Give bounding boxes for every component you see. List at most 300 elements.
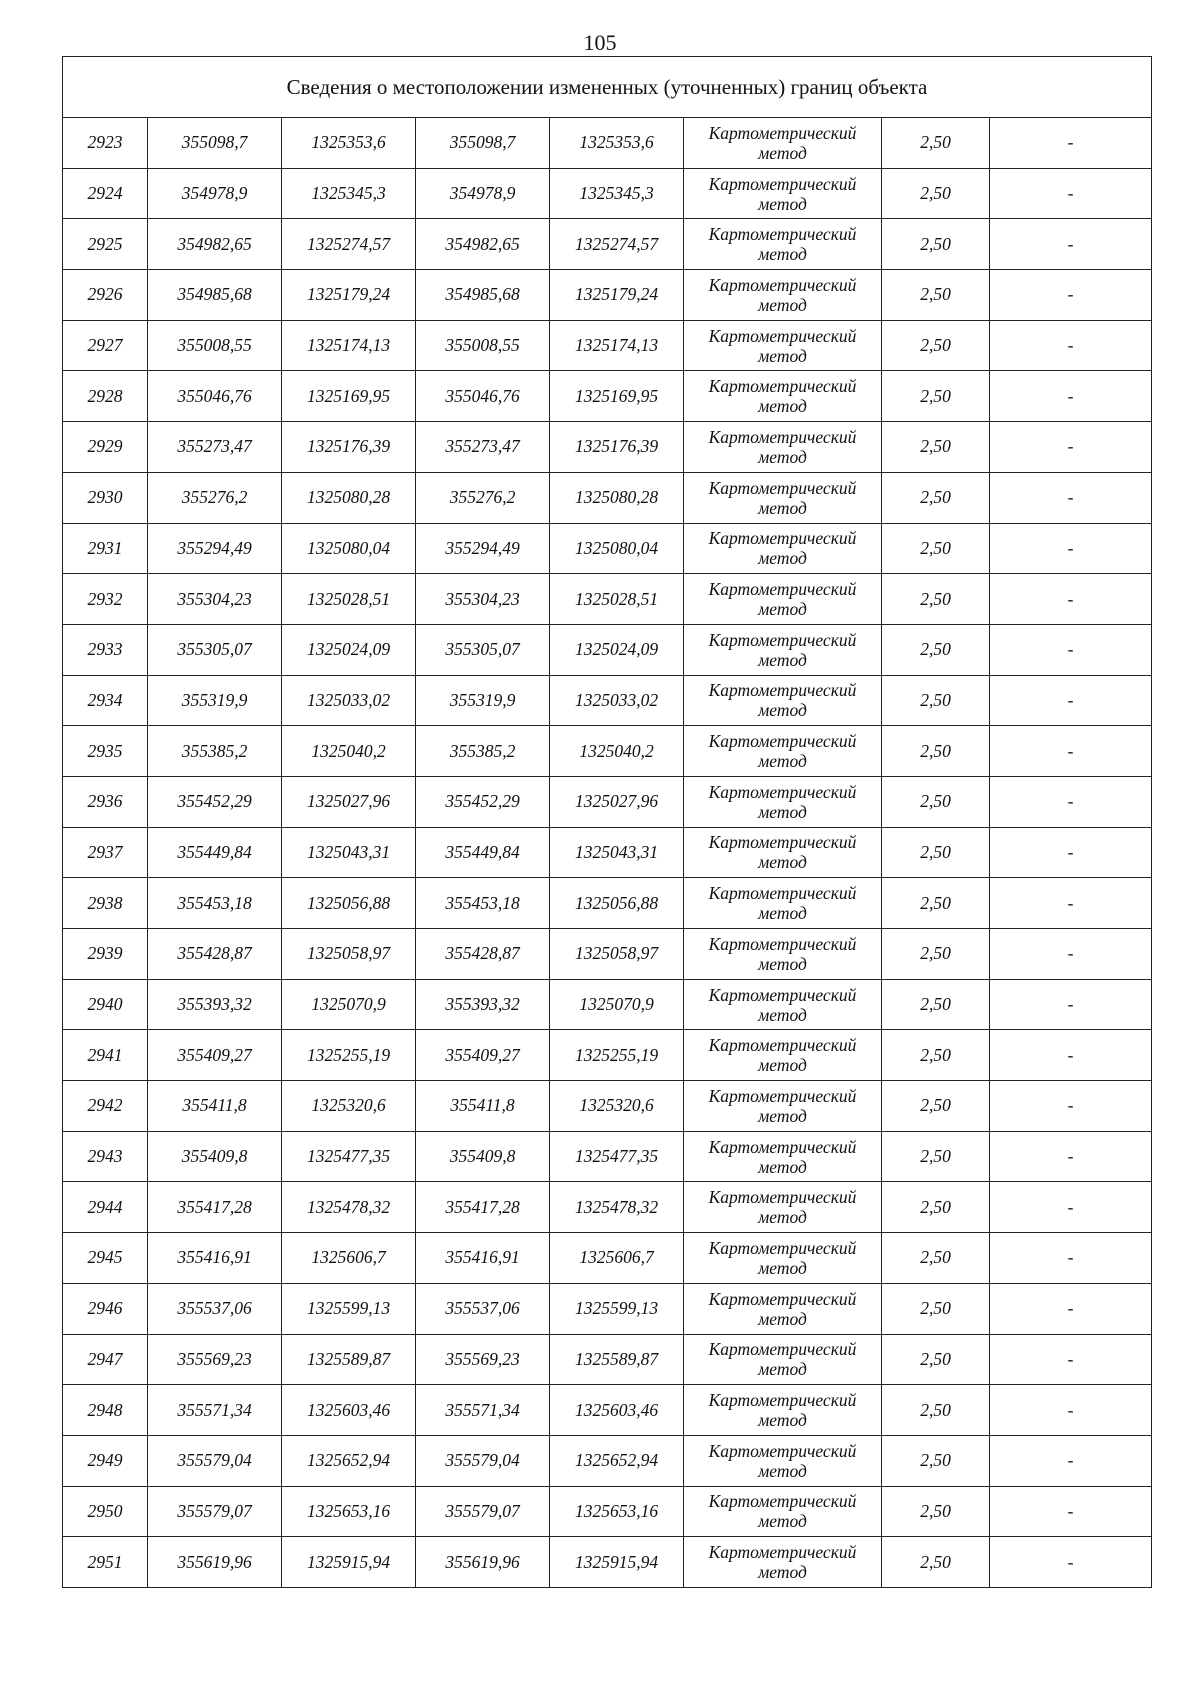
accuracy-cell: 2,50 <box>882 422 990 473</box>
method-line1: Картометрический <box>708 274 857 295</box>
accuracy-cell: 2,50 <box>882 574 990 625</box>
point-number-cell: 2941 <box>63 1030 148 1081</box>
method-line1: Картометрический <box>708 1339 857 1360</box>
existing-x-cell: 355411,8 <box>148 1081 282 1132</box>
refined-y-cell: 1325599,13 <box>550 1283 684 1334</box>
table-row <box>63 168 1152 219</box>
method-line2: метод <box>758 244 807 265</box>
refined-y-cell: 1325027,96 <box>550 776 684 827</box>
refined-x-cell: 355537,06 <box>416 1283 550 1334</box>
refined-y-cell: 1325174,13 <box>550 320 684 371</box>
description-cell: - <box>990 1334 1152 1385</box>
existing-y-cell: 1325353,6 <box>282 118 416 169</box>
description-cell: - <box>990 776 1152 827</box>
accuracy-cell: 2,50 <box>882 118 990 169</box>
description-cell: - <box>990 878 1152 929</box>
point-number-cell: 2946 <box>63 1283 148 1334</box>
point-number-cell: 2926 <box>63 270 148 321</box>
accuracy-cell: 2,50 <box>882 624 990 675</box>
refined-x-cell: 355453,18 <box>416 878 550 929</box>
refined-y-cell: 1325653,16 <box>550 1486 684 1537</box>
table-row <box>63 878 1152 929</box>
existing-y-cell: 1325603,46 <box>282 1385 416 1436</box>
method-line1: Картометрический <box>708 1440 857 1461</box>
table-row <box>63 574 1152 625</box>
refined-x-cell: 355273,47 <box>416 422 550 473</box>
method-line1: Картометрический <box>708 1136 857 1157</box>
description-cell: - <box>990 1486 1152 1537</box>
method-line2: метод <box>758 1562 807 1583</box>
method-line2: метод <box>758 294 807 315</box>
existing-y-cell: 1325174,13 <box>282 320 416 371</box>
point-number-cell: 2944 <box>63 1182 148 1233</box>
accuracy-cell: 2,50 <box>882 219 990 270</box>
method-line1: Картометрический <box>708 832 857 853</box>
refined-x-cell: 355319,9 <box>416 675 550 726</box>
existing-x-cell: 355409,8 <box>148 1131 282 1182</box>
existing-x-cell: 355273,47 <box>148 422 282 473</box>
existing-x-cell: 355098,7 <box>148 118 282 169</box>
refined-x-cell: 355385,2 <box>416 726 550 777</box>
refined-x-cell: 355411,8 <box>416 1081 550 1132</box>
point-number-cell: 2936 <box>63 776 148 827</box>
method-line2: метод <box>758 599 807 620</box>
point-number-cell: 2929 <box>63 422 148 473</box>
point-number-cell: 2951 <box>63 1537 148 1588</box>
table-row <box>63 422 1152 473</box>
refined-x-cell: 355046,76 <box>416 371 550 422</box>
existing-x-cell: 355428,87 <box>148 929 282 980</box>
description-cell: - <box>990 827 1152 878</box>
refined-y-cell: 1325274,57 <box>550 219 684 270</box>
point-number-cell: 2947 <box>63 1334 148 1385</box>
method-cell <box>684 219 882 270</box>
method-line1: Картометрический <box>708 1491 857 1512</box>
refined-x-cell: 354985,68 <box>416 270 550 321</box>
accuracy-cell: 2,50 <box>882 929 990 980</box>
point-number-cell: 2945 <box>63 1233 148 1284</box>
page-number: 105 <box>583 30 617 55</box>
method-line1: Картометрический <box>708 173 857 194</box>
accuracy-cell: 2,50 <box>882 371 990 422</box>
refined-y-cell: 1325179,24 <box>550 270 684 321</box>
refined-y-cell: 1325033,02 <box>550 675 684 726</box>
method-cell <box>684 979 882 1030</box>
existing-y-cell: 1325599,13 <box>282 1283 416 1334</box>
method-line2: метод <box>758 1359 807 1380</box>
point-number-cell: 2930 <box>63 472 148 523</box>
description-cell: - <box>990 624 1152 675</box>
refined-y-cell: 1325056,88 <box>550 878 684 929</box>
accuracy-cell: 2,50 <box>882 1283 990 1334</box>
accuracy-cell: 2,50 <box>882 1030 990 1081</box>
table-row <box>63 118 1152 169</box>
existing-y-cell: 1325056,88 <box>282 878 416 929</box>
table-row <box>63 979 1152 1030</box>
description-cell: - <box>990 1131 1152 1182</box>
accuracy-cell: 2,50 <box>882 523 990 574</box>
existing-y-cell: 1325589,87 <box>282 1334 416 1385</box>
table-row <box>63 1385 1152 1436</box>
refined-x-cell: 355409,27 <box>416 1030 550 1081</box>
existing-y-cell: 1325606,7 <box>282 1233 416 1284</box>
refined-y-cell: 1325477,35 <box>550 1131 684 1182</box>
existing-y-cell: 1325070,9 <box>282 979 416 1030</box>
existing-x-cell: 354985,68 <box>148 270 282 321</box>
accuracy-cell: 2,50 <box>882 320 990 371</box>
refined-x-cell: 355619,96 <box>416 1537 550 1588</box>
existing-x-cell: 355409,27 <box>148 1030 282 1081</box>
description-cell: - <box>990 929 1152 980</box>
method-cell <box>684 1081 882 1132</box>
description-cell: - <box>990 1435 1152 1486</box>
refined-x-cell: 355008,55 <box>416 320 550 371</box>
accuracy-cell: 2,50 <box>882 726 990 777</box>
existing-x-cell: 355305,07 <box>148 624 282 675</box>
refined-x-cell: 355409,8 <box>416 1131 550 1182</box>
method-cell <box>684 1435 882 1486</box>
point-number-cell: 2935 <box>63 726 148 777</box>
accuracy-cell: 2,50 <box>882 168 990 219</box>
existing-x-cell: 355416,91 <box>148 1233 282 1284</box>
table-row <box>63 320 1152 371</box>
refined-x-cell: 355276,2 <box>416 472 550 523</box>
point-number-cell: 2932 <box>63 574 148 625</box>
accuracy-cell: 2,50 <box>882 472 990 523</box>
method-line1: Картометрический <box>708 781 857 802</box>
table-row <box>63 726 1152 777</box>
point-number-cell: 2927 <box>63 320 148 371</box>
accuracy-cell: 2,50 <box>882 1081 990 1132</box>
refined-x-cell: 355304,23 <box>416 574 550 625</box>
method-line2: метод <box>758 396 807 417</box>
accuracy-cell: 2,50 <box>882 1131 990 1182</box>
method-line1: Картометрический <box>708 376 857 397</box>
description-cell: - <box>990 1182 1152 1233</box>
existing-x-cell: 354982,65 <box>148 219 282 270</box>
method-cell <box>684 675 882 726</box>
existing-y-cell: 1325080,04 <box>282 523 416 574</box>
existing-x-cell: 355046,76 <box>148 371 282 422</box>
existing-x-cell: 355449,84 <box>148 827 282 878</box>
accuracy-cell: 2,50 <box>882 1233 990 1284</box>
point-number-cell: 2925 <box>63 219 148 270</box>
existing-x-cell: 355008,55 <box>148 320 282 371</box>
description-cell: - <box>990 422 1152 473</box>
method-cell <box>684 878 882 929</box>
method-line2: метод <box>758 1410 807 1431</box>
method-cell <box>684 1131 882 1182</box>
method-line1: Картометрический <box>708 933 857 954</box>
accuracy-cell: 2,50 <box>882 1182 990 1233</box>
description-cell: - <box>990 979 1152 1030</box>
refined-y-cell: 1325353,6 <box>550 118 684 169</box>
method-line2: метод <box>758 1257 807 1278</box>
refined-y-cell: 1325603,46 <box>550 1385 684 1436</box>
refined-x-cell: 355417,28 <box>416 1182 550 1233</box>
existing-y-cell: 1325652,94 <box>282 1435 416 1486</box>
existing-y-cell: 1325043,31 <box>282 827 416 878</box>
method-line2: метод <box>758 852 807 873</box>
existing-x-cell: 355537,06 <box>148 1283 282 1334</box>
refined-x-cell: 354982,65 <box>416 219 550 270</box>
refined-y-cell: 1325028,51 <box>550 574 684 625</box>
refined-x-cell: 355416,91 <box>416 1233 550 1284</box>
point-number-cell: 2942 <box>63 1081 148 1132</box>
refined-x-cell: 355393,32 <box>416 979 550 1030</box>
method-line2: метод <box>758 1511 807 1532</box>
description-cell: - <box>990 1283 1152 1334</box>
method-line1: Картометрический <box>708 1035 857 1056</box>
existing-y-cell: 1325024,09 <box>282 624 416 675</box>
method-line1: Картометрический <box>708 1085 857 1106</box>
method-line2: метод <box>758 1004 807 1025</box>
method-line1: Картометрический <box>708 629 857 650</box>
method-line1: Картометрический <box>708 325 857 346</box>
method-cell <box>684 270 882 321</box>
existing-x-cell: 355319,9 <box>148 675 282 726</box>
method-line2: метод <box>758 801 807 822</box>
table-row <box>63 1334 1152 1385</box>
existing-x-cell: 354978,9 <box>148 168 282 219</box>
method-cell <box>684 523 882 574</box>
method-line2: метод <box>758 1105 807 1126</box>
existing-x-cell: 355276,2 <box>148 472 282 523</box>
existing-x-cell: 355453,18 <box>148 878 282 929</box>
accuracy-cell: 2,50 <box>882 270 990 321</box>
point-number-cell: 2928 <box>63 371 148 422</box>
method-line1: Картометрический <box>708 1288 857 1309</box>
method-line1: Картометрический <box>708 984 857 1005</box>
table-row <box>63 929 1152 980</box>
method-line2: метод <box>758 497 807 518</box>
existing-y-cell: 1325320,6 <box>282 1081 416 1132</box>
method-cell <box>684 168 882 219</box>
accuracy-cell: 2,50 <box>882 1385 990 1436</box>
table-row <box>63 1131 1152 1182</box>
method-line1: Картометрический <box>708 1187 857 1208</box>
method-cell <box>684 624 882 675</box>
refined-x-cell: 355428,87 <box>416 929 550 980</box>
method-cell <box>684 1385 882 1436</box>
point-number-cell: 2950 <box>63 1486 148 1537</box>
refined-y-cell: 1325024,09 <box>550 624 684 675</box>
method-line2: метод <box>758 649 807 670</box>
accuracy-cell: 2,50 <box>882 1435 990 1486</box>
description-cell: - <box>990 320 1152 371</box>
method-cell <box>684 118 882 169</box>
existing-y-cell: 1325028,51 <box>282 574 416 625</box>
method-line2: метод <box>758 953 807 974</box>
description-cell: - <box>990 574 1152 625</box>
point-number-cell: 2939 <box>63 929 148 980</box>
refined-y-cell: 1325255,19 <box>550 1030 684 1081</box>
existing-y-cell: 1325058,97 <box>282 929 416 980</box>
refined-y-cell: 1325915,94 <box>550 1537 684 1588</box>
method-line2: метод <box>758 1156 807 1177</box>
point-number-cell: 2948 <box>63 1385 148 1436</box>
method-line1: Картометрический <box>708 1390 857 1411</box>
method-line2: метод <box>758 193 807 214</box>
refined-y-cell: 1325058,97 <box>550 929 684 980</box>
table-title-row <box>63 57 1152 118</box>
method-cell <box>684 1030 882 1081</box>
refined-x-cell: 354978,9 <box>416 168 550 219</box>
description-cell: - <box>990 168 1152 219</box>
existing-x-cell: 355385,2 <box>148 726 282 777</box>
existing-x-cell: 355569,23 <box>148 1334 282 1385</box>
method-line1: Картометрический <box>708 426 857 447</box>
refined-x-cell: 355579,04 <box>416 1435 550 1486</box>
table-row <box>63 776 1152 827</box>
method-line2: метод <box>758 345 807 366</box>
point-number-cell: 2933 <box>63 624 148 675</box>
refined-y-cell: 1325040,2 <box>550 726 684 777</box>
table-row <box>63 1537 1152 1588</box>
description-cell: - <box>990 1537 1152 1588</box>
method-line1: Картометрический <box>708 477 857 498</box>
refined-y-cell: 1325345,3 <box>550 168 684 219</box>
existing-y-cell: 1325176,39 <box>282 422 416 473</box>
description-cell: - <box>990 219 1152 270</box>
table-row <box>63 1435 1152 1486</box>
existing-y-cell: 1325027,96 <box>282 776 416 827</box>
existing-x-cell: 355579,04 <box>148 1435 282 1486</box>
method-line1: Картометрический <box>708 680 857 701</box>
method-line1: Картометрический <box>708 1542 857 1563</box>
refined-x-cell: 355449,84 <box>416 827 550 878</box>
existing-x-cell: 355452,29 <box>148 776 282 827</box>
existing-x-cell: 355571,34 <box>148 1385 282 1436</box>
existing-x-cell: 355619,96 <box>148 1537 282 1588</box>
existing-y-cell: 1325345,3 <box>282 168 416 219</box>
table-row <box>63 827 1152 878</box>
method-cell <box>684 1182 882 1233</box>
refined-y-cell: 1325320,6 <box>550 1081 684 1132</box>
method-line2: метод <box>758 700 807 721</box>
method-cell <box>684 371 882 422</box>
existing-y-cell: 1325653,16 <box>282 1486 416 1537</box>
table-row <box>63 523 1152 574</box>
method-line1: Картометрический <box>708 1237 857 1258</box>
accuracy-cell: 2,50 <box>882 979 990 1030</box>
method-line1: Картометрический <box>708 528 857 549</box>
description-cell: - <box>990 523 1152 574</box>
refined-y-cell: 1325606,7 <box>550 1233 684 1284</box>
refined-y-cell: 1325080,04 <box>550 523 684 574</box>
accuracy-cell: 2,50 <box>882 1334 990 1385</box>
point-number-cell: 2923 <box>63 118 148 169</box>
accuracy-cell: 2,50 <box>882 878 990 929</box>
method-cell <box>684 574 882 625</box>
method-cell <box>684 1486 882 1537</box>
description-cell: - <box>990 1385 1152 1436</box>
table-row <box>63 1233 1152 1284</box>
refined-x-cell: 355294,49 <box>416 523 550 574</box>
existing-x-cell: 355579,07 <box>148 1486 282 1537</box>
refined-y-cell: 1325176,39 <box>550 422 684 473</box>
refined-y-cell: 1325080,28 <box>550 472 684 523</box>
existing-x-cell: 355304,23 <box>148 574 282 625</box>
existing-y-cell: 1325477,35 <box>282 1131 416 1182</box>
existing-x-cell: 355393,32 <box>148 979 282 1030</box>
existing-x-cell: 355417,28 <box>148 1182 282 1233</box>
method-cell <box>684 1537 882 1588</box>
refined-x-cell: 355452,29 <box>416 776 550 827</box>
existing-y-cell: 1325080,28 <box>282 472 416 523</box>
method-cell <box>684 929 882 980</box>
refined-x-cell: 355571,34 <box>416 1385 550 1436</box>
method-line2: метод <box>758 446 807 467</box>
point-number-cell: 2924 <box>63 168 148 219</box>
accuracy-cell: 2,50 <box>882 1486 990 1537</box>
table-row <box>63 1283 1152 1334</box>
table-row <box>63 624 1152 675</box>
method-cell <box>684 1233 882 1284</box>
method-line2: метод <box>758 1308 807 1329</box>
table-row <box>63 371 1152 422</box>
point-number-cell: 2949 <box>63 1435 148 1486</box>
method-line1: Картометрический <box>708 579 857 600</box>
existing-y-cell: 1325179,24 <box>282 270 416 321</box>
existing-y-cell: 1325033,02 <box>282 675 416 726</box>
refined-y-cell: 1325043,31 <box>550 827 684 878</box>
refined-y-cell: 1325070,9 <box>550 979 684 1030</box>
accuracy-cell: 2,50 <box>882 827 990 878</box>
method-line2: метод <box>758 751 807 772</box>
method-cell <box>684 827 882 878</box>
point-number-cell: 2937 <box>63 827 148 878</box>
description-cell: - <box>990 1030 1152 1081</box>
accuracy-cell: 2,50 <box>882 675 990 726</box>
refined-x-cell: 355569,23 <box>416 1334 550 1385</box>
method-line1: Картометрический <box>708 224 857 245</box>
table-row <box>63 219 1152 270</box>
existing-y-cell: 1325255,19 <box>282 1030 416 1081</box>
refined-x-cell: 355098,7 <box>416 118 550 169</box>
method-cell <box>684 726 882 777</box>
point-number-cell: 2940 <box>63 979 148 1030</box>
existing-y-cell: 1325274,57 <box>282 219 416 270</box>
method-line2: метод <box>758 142 807 163</box>
point-number-cell: 2938 <box>63 878 148 929</box>
existing-y-cell: 1325169,95 <box>282 371 416 422</box>
existing-y-cell: 1325478,32 <box>282 1182 416 1233</box>
refined-y-cell: 1325169,95 <box>550 371 684 422</box>
method-cell <box>684 1283 882 1334</box>
method-line2: метод <box>758 1207 807 1228</box>
method-line2: метод <box>758 548 807 569</box>
method-line2: метод <box>758 1460 807 1481</box>
method-cell <box>684 422 882 473</box>
accuracy-cell: 2,50 <box>882 1537 990 1588</box>
method-line1: Картометрический <box>708 122 857 143</box>
method-line1: Картометрический <box>708 883 857 904</box>
existing-x-cell: 355294,49 <box>148 523 282 574</box>
table-row <box>63 472 1152 523</box>
boundary-coordinates-table <box>62 56 1152 1588</box>
table-title: Сведения о местоположении измененных (уточненных) границ объекта <box>63 57 1152 118</box>
table-row <box>63 1486 1152 1537</box>
description-cell: - <box>990 1081 1152 1132</box>
description-cell: - <box>990 371 1152 422</box>
method-cell <box>684 1334 882 1385</box>
description-cell: - <box>990 118 1152 169</box>
accuracy-cell: 2,50 <box>882 776 990 827</box>
table-row <box>63 1030 1152 1081</box>
refined-y-cell: 1325478,32 <box>550 1182 684 1233</box>
method-cell <box>684 776 882 827</box>
